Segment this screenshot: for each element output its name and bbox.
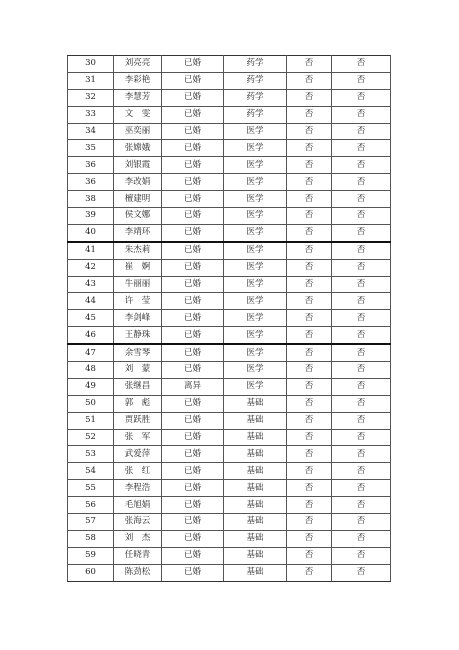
name-cell: 文 雯 — [114, 106, 162, 123]
marital-status-cell: 已婚 — [162, 259, 224, 276]
table-row — [68, 157, 391, 174]
flag-cell-2: 否 — [332, 56, 391, 73]
name-cell: 郭 彪 — [114, 395, 162, 412]
marital-status-cell: 已婚 — [162, 89, 224, 106]
flag-cell-2: 否 — [332, 463, 391, 480]
flag-cell-1: 否 — [287, 564, 332, 581]
department-cell: 医学 — [224, 157, 287, 174]
marital-status-cell: 已婚 — [162, 174, 224, 191]
flag-cell-1: 否 — [287, 327, 332, 344]
flag-cell-1: 否 — [287, 56, 332, 73]
department-cell: 医学 — [224, 174, 287, 191]
department-cell: 医学 — [224, 344, 287, 361]
department-cell: 基础 — [224, 395, 287, 412]
row-number-cell: 54 — [68, 463, 114, 480]
department-cell: 医学 — [224, 242, 287, 259]
marital-status-cell: 已婚 — [162, 293, 224, 310]
name-cell: 任晓青 — [114, 547, 162, 564]
row-number-cell: 56 — [68, 497, 114, 514]
marital-status-cell: 已婚 — [162, 276, 224, 293]
flag-cell-1: 否 — [287, 497, 332, 514]
table-row — [68, 174, 391, 191]
table-row — [68, 497, 391, 514]
department-cell: 基础 — [224, 412, 287, 429]
row-number-cell: 48 — [68, 362, 114, 379]
row-number-cell: 50 — [68, 395, 114, 412]
flag-cell-2: 否 — [332, 106, 391, 123]
table-row — [68, 344, 391, 361]
department-cell: 医学 — [224, 208, 287, 225]
name-cell: 李靖环 — [114, 224, 162, 241]
flag-cell-2: 否 — [332, 89, 391, 106]
department-cell: 医学 — [224, 123, 287, 140]
flag-cell-2: 否 — [332, 259, 391, 276]
department-cell: 基础 — [224, 530, 287, 547]
marital-status-cell: 已婚 — [162, 310, 224, 327]
flag-cell-2: 否 — [332, 530, 391, 547]
name-cell: 武爱萍 — [114, 446, 162, 463]
department-cell: 基础 — [224, 547, 287, 564]
table-row — [68, 564, 391, 581]
department-cell: 基础 — [224, 497, 287, 514]
table-row — [68, 293, 391, 310]
table-row — [68, 242, 391, 259]
row-number-cell: 36 — [68, 174, 114, 191]
marital-status-cell: 已婚 — [162, 327, 224, 344]
name-cell: 张继昌 — [114, 378, 162, 395]
table-row — [68, 106, 391, 123]
name-cell: 张海云 — [114, 514, 162, 531]
flag-cell-2: 否 — [332, 480, 391, 497]
marital-status-cell: 已婚 — [162, 106, 224, 123]
department-cell: 药学 — [224, 56, 287, 73]
table-row — [68, 89, 391, 106]
flag-cell-2: 否 — [332, 123, 391, 140]
row-number-cell: 57 — [68, 514, 114, 531]
marital-status-cell: 已婚 — [162, 463, 224, 480]
row-number-cell: 34 — [68, 123, 114, 140]
flag-cell-1: 否 — [287, 446, 332, 463]
flag-cell-1: 否 — [287, 242, 332, 259]
name-cell: 崔 婀 — [114, 259, 162, 276]
table-row — [68, 310, 391, 327]
row-number-cell: 52 — [68, 429, 114, 446]
flag-cell-1: 否 — [287, 310, 332, 327]
department-cell: 基础 — [224, 446, 287, 463]
flag-cell-2: 否 — [332, 497, 391, 514]
department-cell: 医学 — [224, 224, 287, 241]
flag-cell-1: 否 — [287, 463, 332, 480]
row-number-cell: 42 — [68, 259, 114, 276]
table-row — [68, 480, 391, 497]
marital-status-cell: 已婚 — [162, 480, 224, 497]
name-cell: 李改娟 — [114, 174, 162, 191]
table-row — [68, 547, 391, 564]
row-number-cell: 30 — [68, 56, 114, 73]
row-number-cell: 59 — [68, 547, 114, 564]
name-cell: 李彩艳 — [114, 72, 162, 89]
marital-status-cell: 已婚 — [162, 446, 224, 463]
flag-cell-2: 否 — [332, 514, 391, 531]
name-cell: 朱杰莉 — [114, 242, 162, 259]
flag-cell-2: 否 — [332, 72, 391, 89]
marital-status-cell: 离异 — [162, 378, 224, 395]
row-number-cell: 46 — [68, 327, 114, 344]
flag-cell-1: 否 — [287, 72, 332, 89]
name-cell: 刘 蒙 — [114, 362, 162, 379]
flag-cell-2: 否 — [332, 140, 391, 157]
name-cell: 刘亮亮 — [114, 56, 162, 73]
name-cell: 张 红 — [114, 463, 162, 480]
row-number-cell: 31 — [68, 72, 114, 89]
name-cell: 张嫦娥 — [114, 140, 162, 157]
department-cell: 医学 — [224, 293, 287, 310]
flag-cell-1: 否 — [287, 276, 332, 293]
table-row — [68, 123, 391, 140]
department-cell: 医学 — [224, 140, 287, 157]
name-cell: 张 军 — [114, 429, 162, 446]
flag-cell-2: 否 — [332, 395, 391, 412]
flag-cell-2: 否 — [332, 242, 391, 259]
name-cell: 牛丽丽 — [114, 276, 162, 293]
flag-cell-2: 否 — [332, 429, 391, 446]
flag-cell-1: 否 — [287, 530, 332, 547]
row-number-cell: 60 — [68, 564, 114, 581]
row-number-cell: 53 — [68, 446, 114, 463]
flag-cell-2: 否 — [332, 378, 391, 395]
name-cell: 陈劲松 — [114, 564, 162, 581]
flag-cell-2: 否 — [332, 564, 391, 581]
flag-cell-2: 否 — [332, 327, 391, 344]
flag-cell-1: 否 — [287, 208, 332, 225]
marital-status-cell: 已婚 — [162, 56, 224, 73]
flag-cell-1: 否 — [287, 293, 332, 310]
name-cell: 侯文娜 — [114, 208, 162, 225]
department-cell: 基础 — [224, 463, 287, 480]
table-row — [68, 140, 391, 157]
table-row — [68, 208, 391, 225]
marital-status-cell: 已婚 — [162, 224, 224, 241]
table-row — [68, 530, 391, 547]
table-row — [68, 395, 391, 412]
table-row — [68, 378, 391, 395]
personnel-table — [67, 55, 391, 582]
row-number-cell: 39 — [68, 208, 114, 225]
marital-status-cell: 已婚 — [162, 157, 224, 174]
row-number-cell: 33 — [68, 106, 114, 123]
department-cell: 医学 — [224, 378, 287, 395]
marital-status-cell: 已婚 — [162, 242, 224, 259]
flag-cell-1: 否 — [287, 429, 332, 446]
department-cell: 医学 — [224, 259, 287, 276]
table-row — [68, 276, 391, 293]
row-number-cell: 38 — [68, 191, 114, 208]
marital-status-cell: 已婚 — [162, 362, 224, 379]
flag-cell-1: 否 — [287, 514, 332, 531]
table-row — [68, 191, 391, 208]
row-number-cell: 47 — [68, 344, 114, 361]
department-cell: 基础 — [224, 429, 287, 446]
department-cell: 基础 — [224, 564, 287, 581]
flag-cell-2: 否 — [332, 276, 391, 293]
department-cell: 药学 — [224, 106, 287, 123]
name-cell: 余雪琴 — [114, 344, 162, 361]
marital-status-cell: 已婚 — [162, 72, 224, 89]
row-number-cell: 44 — [68, 293, 114, 310]
table-row — [68, 514, 391, 531]
row-number-cell: 49 — [68, 378, 114, 395]
row-number-cell: 32 — [68, 89, 114, 106]
department-cell: 药学 — [224, 72, 287, 89]
table-row — [68, 429, 391, 446]
flag-cell-1: 否 — [287, 174, 332, 191]
department-cell: 医学 — [224, 327, 287, 344]
name-cell: 贾跃胜 — [114, 412, 162, 429]
flag-cell-1: 否 — [287, 191, 332, 208]
flag-cell-1: 否 — [287, 140, 332, 157]
marital-status-cell: 已婚 — [162, 547, 224, 564]
flag-cell-1: 否 — [287, 123, 332, 140]
marital-status-cell: 已婚 — [162, 191, 224, 208]
name-cell: 王静珠 — [114, 327, 162, 344]
personnel-table-body — [68, 56, 391, 582]
flag-cell-1: 否 — [287, 480, 332, 497]
name-cell: 毛旭娟 — [114, 497, 162, 514]
flag-cell-2: 否 — [332, 344, 391, 361]
row-number-cell: 55 — [68, 480, 114, 497]
marital-status-cell: 已婚 — [162, 514, 224, 531]
department-cell: 基础 — [224, 480, 287, 497]
flag-cell-1: 否 — [287, 157, 332, 174]
marital-status-cell: 已婚 — [162, 429, 224, 446]
department-cell: 医学 — [224, 310, 287, 327]
name-cell: 李程浩 — [114, 480, 162, 497]
row-number-cell: 51 — [68, 412, 114, 429]
flag-cell-1: 否 — [287, 89, 332, 106]
row-number-cell: 45 — [68, 310, 114, 327]
name-cell: 李慧芳 — [114, 89, 162, 106]
department-cell: 医学 — [224, 362, 287, 379]
table-row — [68, 463, 391, 480]
table-row — [68, 412, 391, 429]
marital-status-cell: 已婚 — [162, 140, 224, 157]
name-cell: 刘银霞 — [114, 157, 162, 174]
flag-cell-1: 否 — [287, 362, 332, 379]
name-cell: 许 莹 — [114, 293, 162, 310]
department-cell: 医学 — [224, 276, 287, 293]
table-row — [68, 259, 391, 276]
flag-cell-1: 否 — [287, 106, 332, 123]
flag-cell-2: 否 — [332, 157, 391, 174]
marital-status-cell: 已婚 — [162, 497, 224, 514]
department-cell: 医学 — [224, 191, 287, 208]
marital-status-cell: 已婚 — [162, 412, 224, 429]
flag-cell-1: 否 — [287, 412, 332, 429]
name-cell: 李剑峰 — [114, 310, 162, 327]
table-row — [68, 72, 391, 89]
flag-cell-2: 否 — [332, 412, 391, 429]
flag-cell-2: 否 — [332, 191, 391, 208]
flag-cell-2: 否 — [332, 208, 391, 225]
flag-cell-1: 否 — [287, 378, 332, 395]
table-row — [68, 327, 391, 344]
flag-cell-2: 否 — [332, 224, 391, 241]
table-row — [68, 362, 391, 379]
marital-status-cell: 已婚 — [162, 208, 224, 225]
name-cell: 刘 杰 — [114, 530, 162, 547]
row-number-cell: 41 — [68, 242, 114, 259]
name-cell: 檀建明 — [114, 191, 162, 208]
flag-cell-2: 否 — [332, 362, 391, 379]
flag-cell-2: 否 — [332, 547, 391, 564]
flag-cell-1: 否 — [287, 259, 332, 276]
department-cell: 药学 — [224, 89, 287, 106]
flag-cell-1: 否 — [287, 224, 332, 241]
marital-status-cell: 已婚 — [162, 395, 224, 412]
name-cell: 巫奕丽 — [114, 123, 162, 140]
row-number-cell: 36 — [68, 157, 114, 174]
marital-status-cell: 已婚 — [162, 123, 224, 140]
flag-cell-1: 否 — [287, 547, 332, 564]
table-row — [68, 446, 391, 463]
marital-status-cell: 已婚 — [162, 564, 224, 581]
flag-cell-2: 否 — [332, 446, 391, 463]
flag-cell-1: 否 — [287, 395, 332, 412]
row-number-cell: 35 — [68, 140, 114, 157]
flag-cell-2: 否 — [332, 293, 391, 310]
department-cell: 基础 — [224, 514, 287, 531]
marital-status-cell: 已婚 — [162, 530, 224, 547]
flag-cell-1: 否 — [287, 344, 332, 361]
table-row — [68, 224, 391, 241]
marital-status-cell: 已婚 — [162, 344, 224, 361]
row-number-cell: 40 — [68, 224, 114, 241]
row-number-cell: 58 — [68, 530, 114, 547]
table-row — [68, 56, 391, 73]
flag-cell-2: 否 — [332, 310, 391, 327]
row-number-cell: 43 — [68, 276, 114, 293]
flag-cell-2: 否 — [332, 174, 391, 191]
